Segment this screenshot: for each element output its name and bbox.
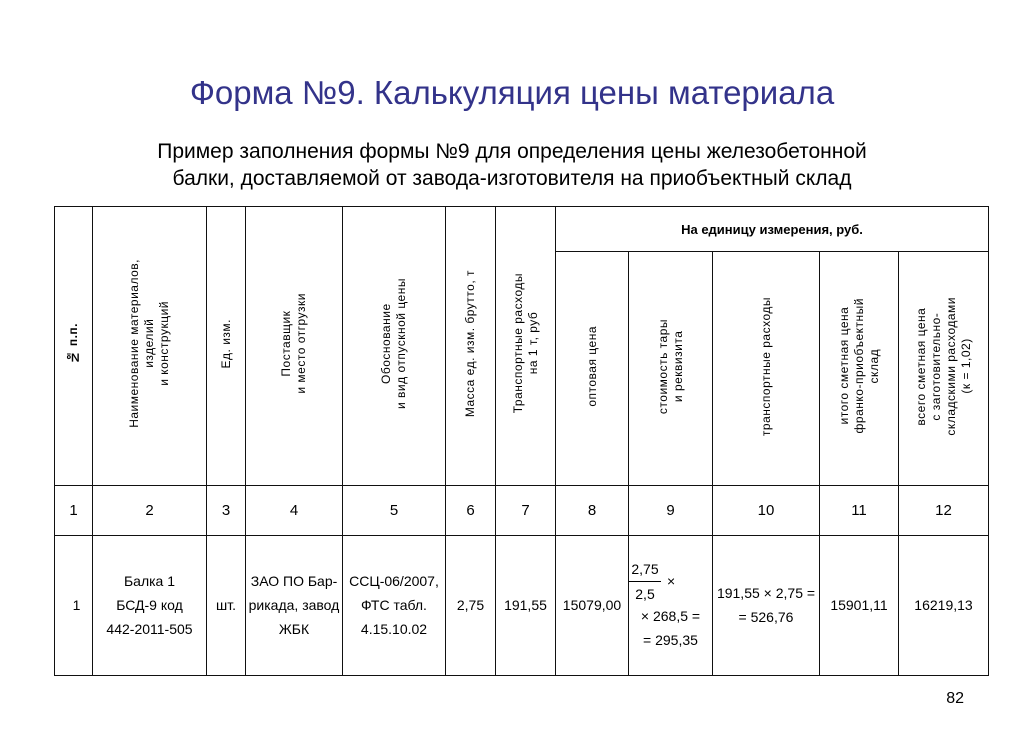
header-mass-label: Масса ед. изм. брутто, т: [463, 269, 477, 417]
header-name-label: Наименование материалов, изделий и конструкций: [127, 258, 171, 428]
cell-line: 191,55 × 2,75 =: [716, 585, 816, 602]
cell-line: Балка 1: [123, 573, 176, 590]
header-cell-3: [207, 207, 246, 486]
slide-title: Форма №9. Калькуляция цены материала: [189, 74, 835, 111]
cell-line: ЗАО ПО Бар-: [250, 573, 338, 590]
page-number: 82: [946, 690, 964, 707]
header-justification-label: Обоснование и вид отпускной цены: [379, 277, 408, 409]
header-transport-per-ton-label: Транспортные расходы на 1 т, руб: [510, 273, 540, 414]
column-number: 11: [820, 485, 899, 535]
column-number: 9: [629, 485, 713, 535]
header-cell-2: [93, 207, 207, 486]
slide-subtitle: [60, 138, 964, 192]
column-number: 7: [496, 485, 556, 535]
column-number: 12: [899, 485, 989, 535]
subtitle-line-2: балки, доставляемой от завода-изготовителя на приобъектный склад: [172, 167, 852, 190]
cell-line: 4.15.10.02: [360, 621, 428, 638]
cell-mass: 2,75: [446, 535, 496, 676]
cell-line: рикада, завод: [248, 597, 340, 614]
table-row: [55, 535, 989, 676]
cell-transport-per-ton: 191,55: [496, 535, 556, 676]
cell-transport-cost: [713, 535, 820, 676]
cell-line: БСД-9 код: [116, 597, 183, 614]
cell-row-number: 1: [55, 535, 93, 676]
header-group-per-unit: На единицу измерения, руб.: [556, 207, 989, 252]
header-cell-5: [343, 207, 446, 486]
header-cell-1: [55, 207, 93, 486]
subtitle-line-1: Пример заполнения формы №9 для определения цены железобетонной: [157, 140, 867, 163]
header-cell-8: [556, 252, 629, 485]
cell-justification: [343, 535, 446, 676]
column-number: 10: [713, 485, 820, 535]
header-cell-4: [246, 207, 343, 486]
fraction-numerator: 2,75: [631, 560, 659, 577]
column-number: 4: [246, 485, 343, 535]
times-sign: ×: [667, 573, 676, 590]
cell-line: 442-2011-505: [106, 621, 193, 638]
column-number: 2: [93, 485, 207, 535]
cell-line: = 295,35: [643, 631, 698, 648]
cell-material-name: [93, 535, 207, 676]
header-unit-label: Ед. изм.: [218, 318, 233, 369]
header-cell-6: [446, 207, 496, 486]
header-cell-7: [496, 207, 556, 486]
header-total-franco-label: итого сметная цена франко-приобъектный склад: [836, 298, 881, 434]
cell-packaging-cost: [629, 535, 713, 676]
cell-unit: шт.: [207, 535, 246, 676]
cell-line: = 526,76: [738, 609, 794, 626]
column-number: 8: [556, 485, 629, 535]
cell-wholesale-price: 15079,00: [556, 535, 629, 676]
column-number-row: [55, 485, 989, 535]
header-cell-9: [629, 252, 713, 485]
header-transport-label: транспортные расходы: [758, 296, 773, 436]
fraction-denominator: 2,5: [635, 585, 655, 602]
fraction-bar: [629, 581, 661, 582]
header-number-label: № п.п.: [66, 322, 80, 365]
header-cell-12: [899, 252, 989, 485]
header-supplier-label: Поставщик и место отгрузки: [279, 293, 308, 394]
column-number: 6: [446, 485, 496, 535]
cell-line: ЖБК: [278, 621, 310, 638]
header-cell-10: [713, 252, 820, 485]
fraction: [629, 559, 661, 604]
cell-supplier: [246, 535, 343, 676]
column-number: 3: [207, 485, 246, 535]
column-number: 5: [343, 485, 446, 535]
header-packaging-label: стоимость тары и реквизита: [655, 318, 685, 414]
header-cell-11: [820, 252, 899, 485]
cell-line: ССЦ-06/2007,: [349, 573, 439, 590]
calculation-table: [54, 206, 989, 676]
cell-total-with-storage: 16219,13: [899, 535, 989, 676]
header-total-with-storage-label: всего сметная цена с заготовительно- складскими расходами (к = 1,02): [913, 296, 973, 436]
column-number: 1: [55, 485, 93, 535]
cell-total-franco: 15901,11: [820, 535, 899, 676]
cell-line: ФТС табл.: [361, 597, 427, 614]
header-wholesale-label: оптовая цена: [584, 325, 599, 407]
cell-line: × 268,5 =: [640, 607, 701, 624]
